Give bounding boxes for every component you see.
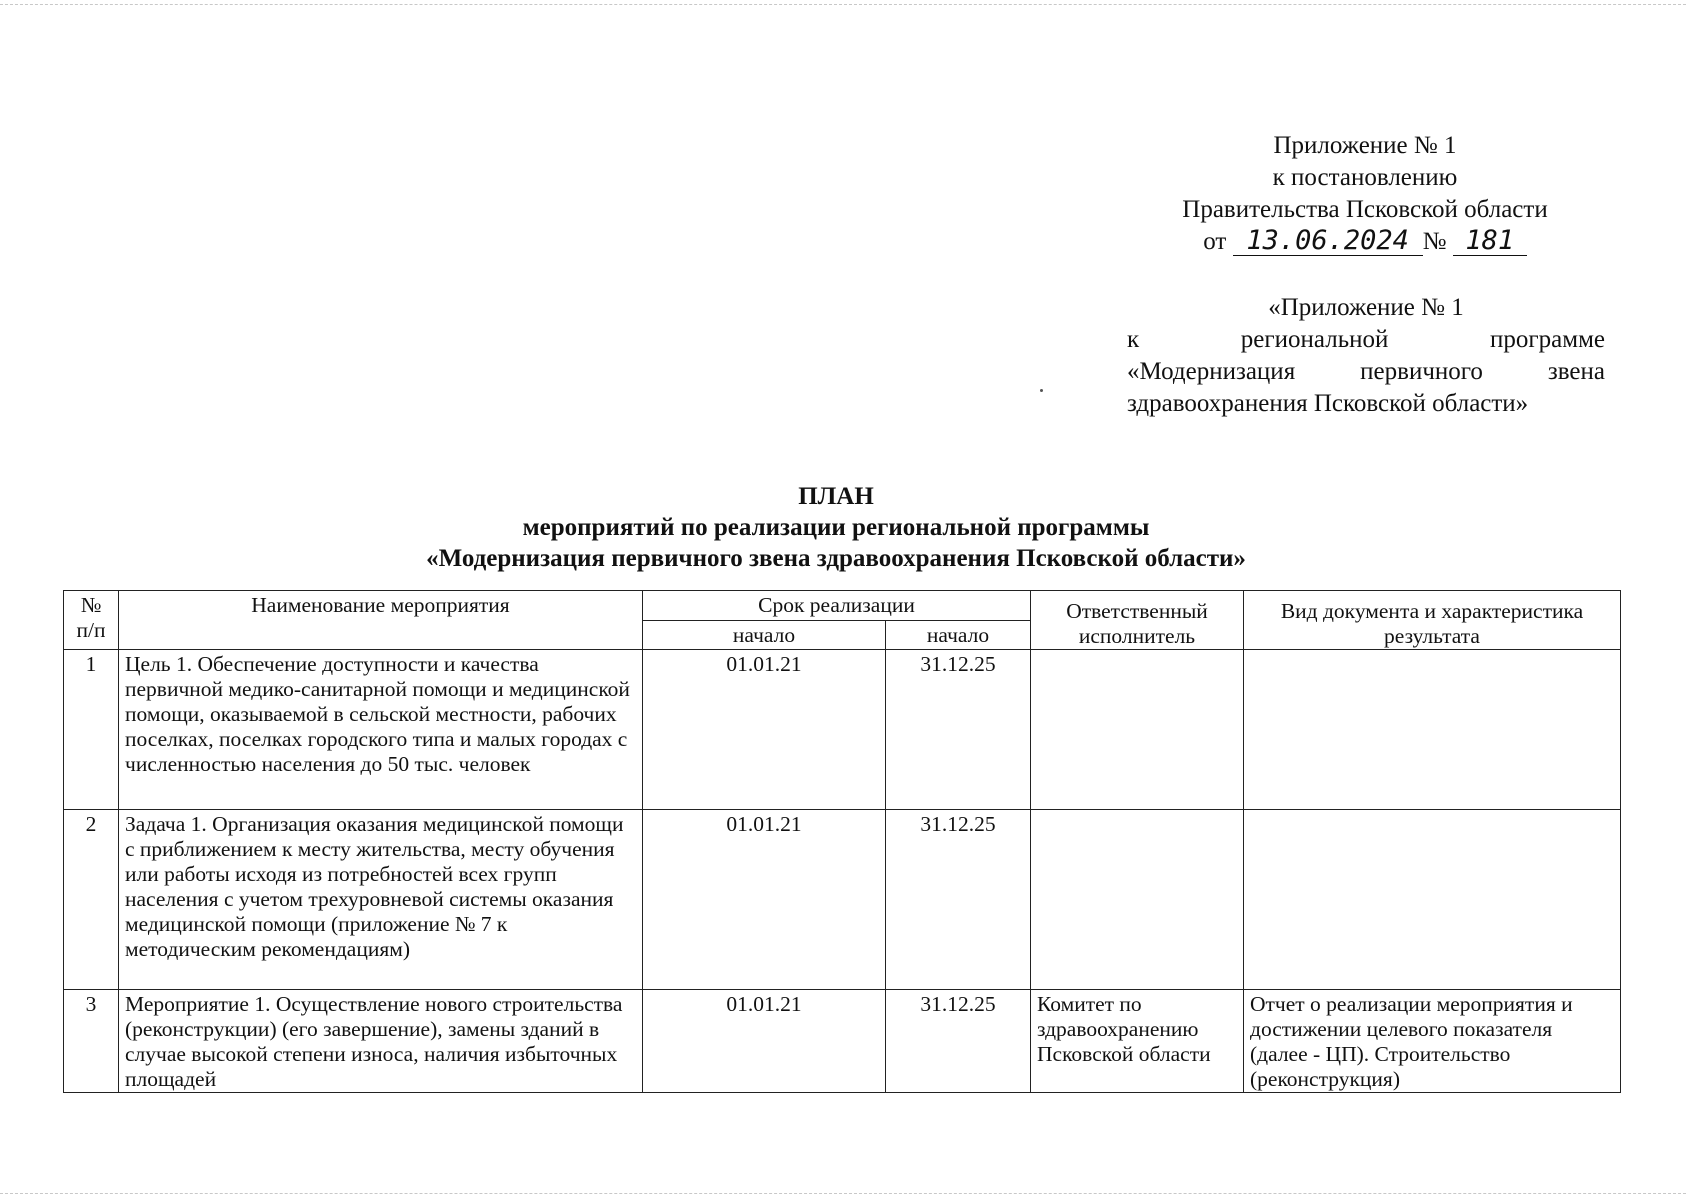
program-attachment-block xyxy=(1127,292,1605,420)
header-executor: Ответственный исполнитель xyxy=(1031,591,1244,650)
row-start: 01.01.21 xyxy=(643,810,886,990)
header-start: начало xyxy=(643,620,886,650)
plan-title: ПЛАН xyxy=(798,483,874,510)
row-num: 1 xyxy=(64,650,119,810)
plan-subtitle-2: «Модернизация первичного звена здравоохранения Псковской области» xyxy=(426,545,1246,572)
header-name: Наименование мероприятия xyxy=(119,591,643,650)
number-prefix: № xyxy=(1422,228,1447,255)
header-result: Вид документа и характеристика результата xyxy=(1244,591,1621,650)
header-period: Срок реализации xyxy=(643,591,1031,621)
header-end: начало xyxy=(886,620,1031,650)
attachment-block xyxy=(1165,130,1565,258)
row-end: 31.12.25 xyxy=(886,990,1031,1093)
table-row xyxy=(64,810,1621,990)
table-row xyxy=(64,650,1621,810)
handwritten-number: 181 xyxy=(1453,227,1527,256)
date-prefix: от xyxy=(1203,228,1227,255)
row-num: 2 xyxy=(64,810,119,990)
row-result: Отчет о реализации мероприятия и достижении целевого показателя (далее - ЦП). Строительство (реконструкция) xyxy=(1244,990,1621,1093)
program-attachment-line-1: «Приложение № 1 xyxy=(1268,294,1464,321)
scan-edge-bottom xyxy=(0,1193,1686,1194)
attachment-line-1: Приложение № 1 xyxy=(1273,132,1457,159)
row-executor xyxy=(1031,650,1244,810)
table-header-row-1 xyxy=(64,591,1621,621)
row-name: Мероприятие 1. Осуществление нового строительства (реконструкции) (его завершение), замены зданий в случае высокой степени износа, наличия избыточных площадей xyxy=(119,990,643,1093)
row-executor xyxy=(1031,810,1244,990)
attachment-line-2: к постановлению xyxy=(1272,164,1458,191)
row-result xyxy=(1244,810,1621,990)
program-attachment-line-2: к региональной программе xyxy=(1127,326,1605,353)
row-name: Задача 1. Организация оказания медицинской помощи с приближением к месту жительства, месту обучения или работы исходя из потребностей всех групп населения с учетом трехуровневой системы оказания медицинской помощи (приложение № 7 к методическим рекомендациям) xyxy=(119,810,643,990)
handwritten-date: 13.06.2024 xyxy=(1233,227,1423,256)
row-result xyxy=(1244,650,1621,810)
program-attachment-line-4: здравоохранения Псковской области» xyxy=(1127,390,1529,417)
row-start: 01.01.21 xyxy=(643,650,886,810)
plan-table xyxy=(63,590,1621,1093)
row-name: Цель 1. Обеспечение доступности и качества первичной медико-санитарной помощи и медицинской помощи, оказываемой в сельской местности, рабочих поселках, поселках городского типа и малых городах с численностью населения до 50 тыс. человек xyxy=(119,650,643,810)
plan-subtitle-1: мероприятий по реализации региональной программы xyxy=(522,514,1150,541)
table-row xyxy=(64,990,1621,1093)
attachment-line-3: Правительства Псковской области xyxy=(1182,196,1548,223)
row-end: 31.12.25 xyxy=(886,810,1031,990)
plan-heading xyxy=(250,481,1422,574)
program-attachment-line-3: «Модернизация первичного звена xyxy=(1127,358,1605,385)
attachment-date-line xyxy=(1165,226,1565,258)
row-num: 3 xyxy=(64,990,119,1093)
header-num: № п/п xyxy=(64,591,119,650)
row-end: 31.12.25 xyxy=(886,650,1031,810)
scan-edge-top xyxy=(0,4,1686,5)
row-start: 01.01.21 xyxy=(643,990,886,1093)
scan-dot xyxy=(1040,389,1043,392)
row-executor: Комитет по здравоохранению Псковской области xyxy=(1031,990,1244,1093)
